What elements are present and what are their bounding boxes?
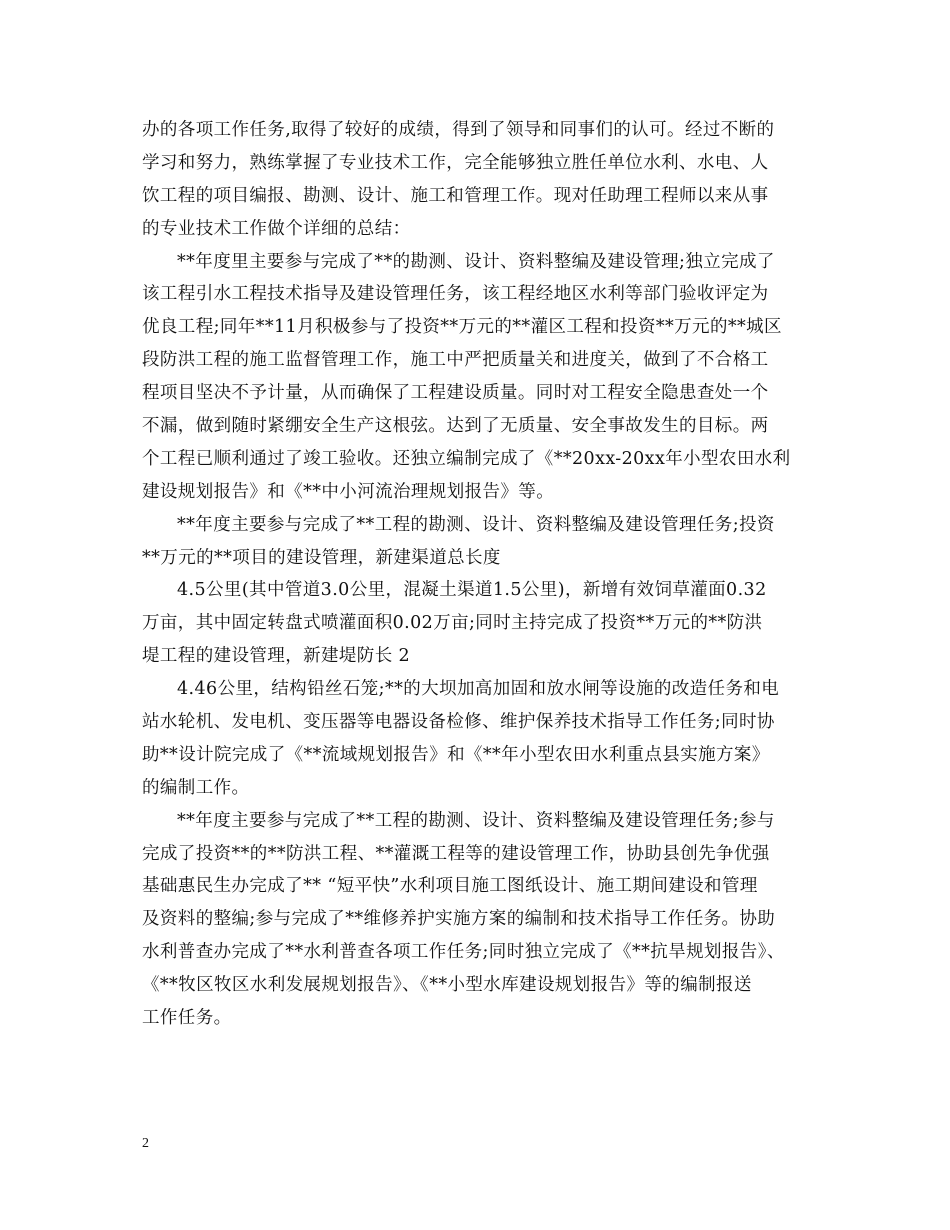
text-line: 工作任务。 (142, 1008, 232, 1029)
text-line: 优良工程;同年**11月积极参与了投资**万元的**灌区工程和投资**万元的**城区 (142, 317, 782, 338)
text-line: 及资料的整编;参与完成了**维修养护实施方案的编制和技术指导工作任务。协助 (142, 909, 776, 930)
text-line: **年度主要参与完成了**工程的勘测、设计、资料整编及建设管理任务;参与 (177, 810, 775, 831)
text-line: 堤工程的建设管理，新建堤防长 2 (142, 646, 411, 667)
text-line: 站水轮机、发电机、变压器等电器设备检修、维护保养技术指导工作任务;同时协 (142, 712, 775, 733)
text-line: 的编制工作。 (142, 777, 250, 798)
text-line: 水利普查办完成了**水利普查各项工作任务;同时独立完成了《**抗旱规划报告》、 (142, 942, 785, 963)
text-line: **万元的**项目的建设管理，新建渠道总长度 (142, 547, 501, 568)
text-line: 的专业技术工作做个详细的总结： (142, 218, 411, 239)
text-line: 程项目坚决不予计量，从而确保了工程建设质量。同时对工程安全隐患查处一个 (142, 383, 769, 404)
page-number: 2 (142, 1136, 149, 1151)
text-line: 个工程已顺利通过了竣工验收。还独立编制完成了《**20xx-20xx年小型农田水利 (142, 448, 791, 469)
text-line: 不漏，做到随时紧绷安全生产这根弦。达到了无质量、安全事故发生的目标。两 (142, 416, 769, 437)
body-text (142, 114, 822, 1035)
text-line: 助**设计院完成了《**流域规划报告》和《**年小型农田水利重点县实施方案》 (142, 744, 770, 765)
text-line: 4.46公里，结构铅丝石笼;**的大坝加高加固和放水闸等设施的改造任务和电 (177, 679, 780, 700)
text-line: 办的各项工作任务,取得了较好的成绩，得到了领导和同事们的认可。经过不断的 (142, 120, 775, 140)
text-line: **年度里主要参与完成了**的勘测、设计、资料整编及建设管理;独立完成了 (177, 251, 775, 272)
text-line: 4.5公里(其中管道3.0公里，混凝土渠道1.5公里)，新增有效饲草灌面0.32 (177, 580, 767, 601)
text-line: 基础惠民生办完成了** “短平快”水利项目施工图纸设计、施工期间建设和管理 (142, 876, 758, 897)
text-line: 《**牧区牧区水利发展规划报告》、《**小型水库建设规划报告》等的编制报送 (142, 975, 752, 996)
text-line: 学习和努力，熟练掌握了专业技术工作，完全能够独立胜任单位水利、水电、人 (142, 152, 769, 173)
text-line: 饮工程的项目编报、勘测、设计、施工和管理工作。现对任助理工程师以来从事 (142, 185, 769, 206)
text-line: **年度主要参与完成了**工程的勘测、设计、资料整编及建设管理任务;投资 (177, 514, 775, 535)
text-line: 段防洪工程的施工监督管理工作，施工中严把质量关和进度关，做到了不合格工 (142, 350, 769, 371)
text-line: 完成了投资**的**防洪工程、**灌溉工程等的建设管理工作，协助县创先争优强 (142, 843, 770, 864)
text-line: 万亩，其中固定转盘式喷灌面积0.02万亩;同时主持完成了投资**万元的**防洪 (142, 613, 763, 634)
text-line: 建设规划报告》和《**中小河流治理规划报告》等。 (142, 481, 555, 502)
text-line: 该工程引水工程技术指导及建设管理任务，该工程经地区水利等部门验收评定为 (142, 284, 769, 305)
